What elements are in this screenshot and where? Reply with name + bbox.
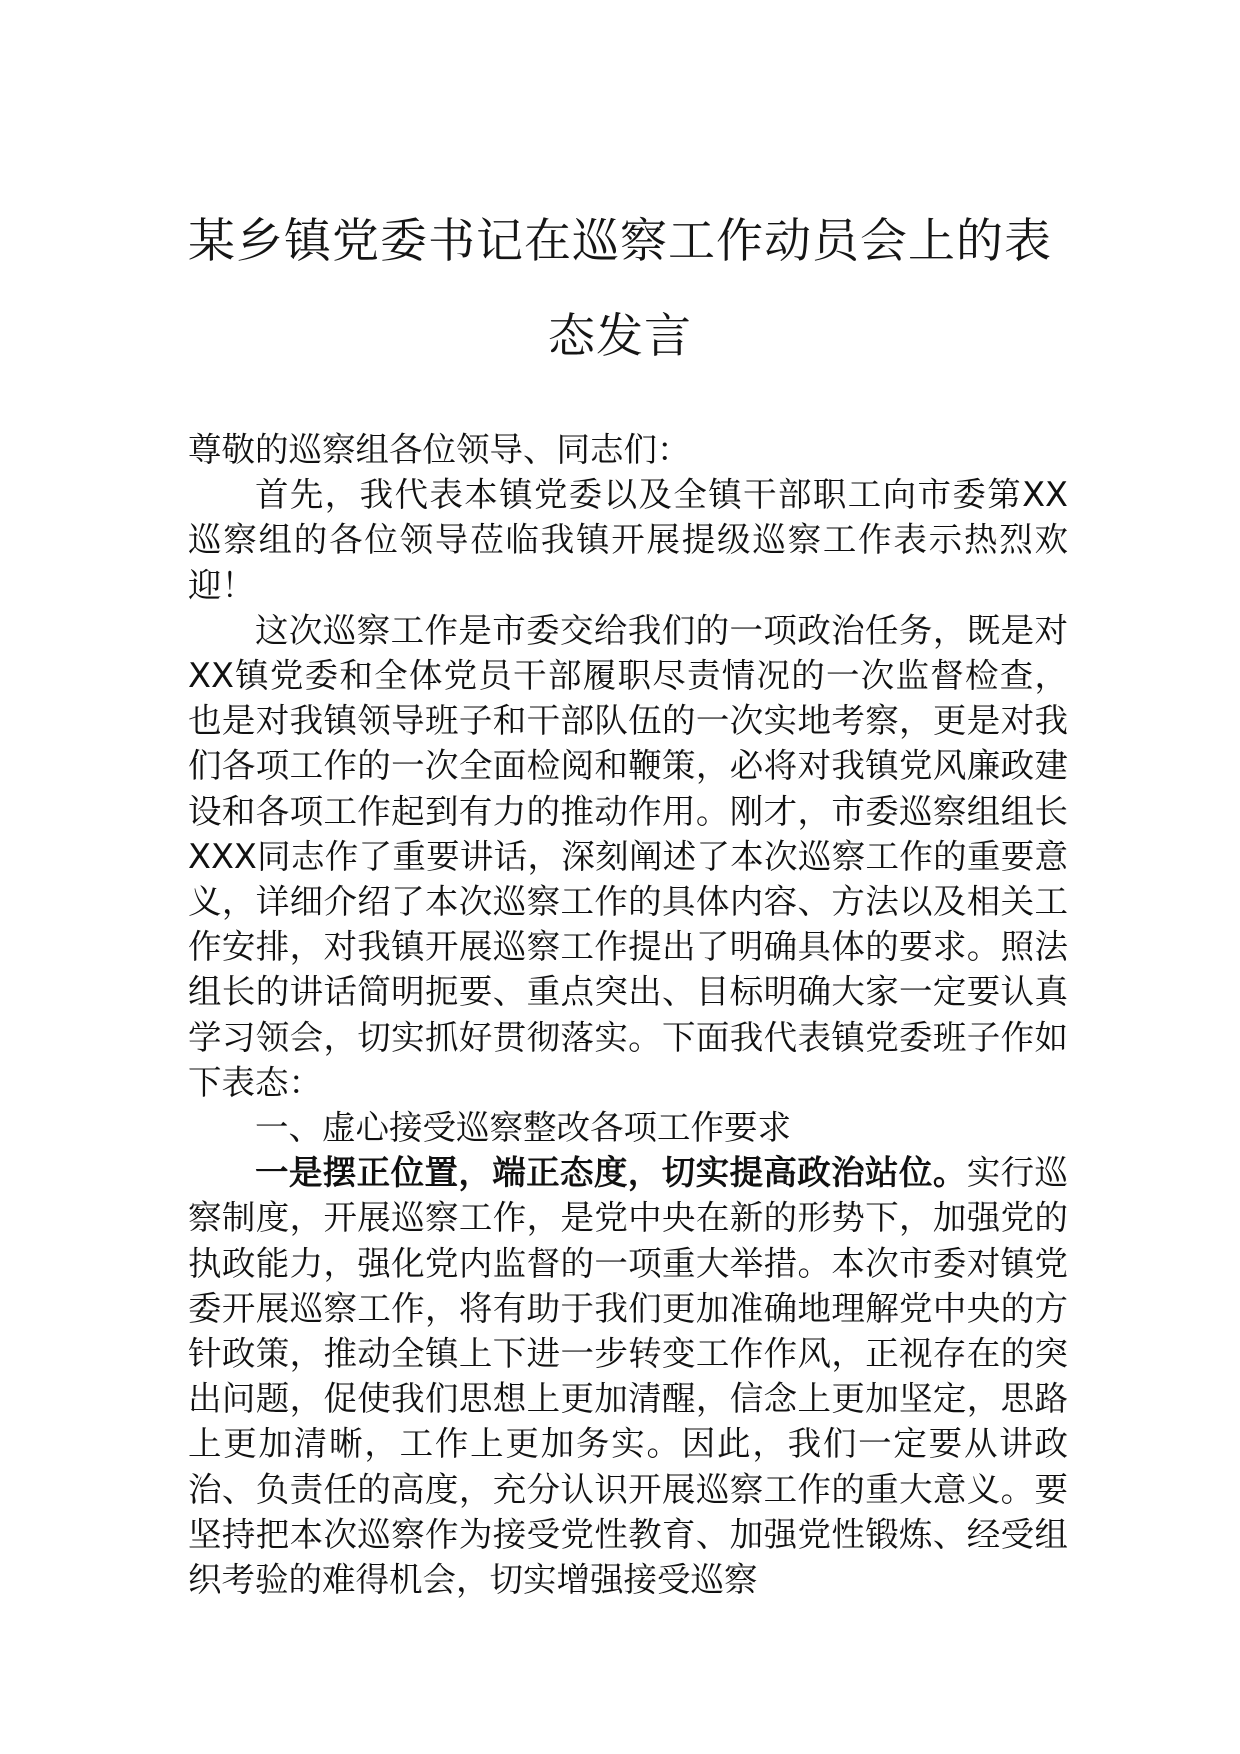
- section-heading-1: 一、虚心接受巡察整改各项工作要求: [255, 1108, 791, 1148]
- document-body: [188, 427, 1068, 1602]
- document-title-line-1: 某乡镇党委书记在巡察工作动员会上的表: [188, 214, 1052, 269]
- paragraph-significance: 这次巡察工作是市委交给我们的一项政治任务，既是对XX镇党委和全体党员干部履职尽责情况的一次监督检查，也是对我镇领导班子和干部队伍的一次实地考察，更是对我们各项工作的一次全面检阅和鞭策，必将对我镇党风廉政建设和各项工作起到有力的推动作用。刚才，市委巡察组组长XXX同志作了重要讲话，深刻阐述了本次巡察工作的重要意义，详细介绍了本次巡察工作的具体内容、方法以及相关工作安排，对我镇开展巡察工作提出了明确具体的要求。照法组长的讲话简明扼要、重点突出、目标明确大家一定要认真学习领会，切实抓好贯彻落实。下面我代表镇党委班子作如下表态：: [188, 610, 1068, 1102]
- paragraph-welcome: 首先，我代表本镇党委以及全镇干部职工向市委第XX巡察组的各位领导莅临我镇开展提级巡察工作表示热烈欢迎！: [188, 475, 1068, 605]
- point-1-text: 实行巡察制度，开展巡察工作，是党中央在新的形势下，加强党的执政能力，强化党内监督的一项重大举措。本次市委对镇党委开展巡察工作，将有助于我们更加准确地理解党中央的方针政策，推动全镇上下进一步转变工作作风，正视存在的突出问题，促使我们思想上更加清醒，信念上更加坚定，思路上更加清晰，工作上更加务实。因此，我们一定要从讲政治、负责任的高度，充分认识开展巡察工作的重大意义。要坚持把本次巡察作为接受党性教育、加强党性锻炼、经受组织考验的难得机会，切实增强接受巡察: [188, 1153, 1069, 1600]
- document-title-line-2: 态发言: [548, 309, 692, 364]
- point-1-lead: 一是摆正位置，端正态度，切实提高政治站位。: [255, 1153, 967, 1193]
- salutation: 尊敬的巡察组各位领导、同志们：: [188, 430, 691, 469]
- paragraph-point-1: [188, 1150, 1068, 1602]
